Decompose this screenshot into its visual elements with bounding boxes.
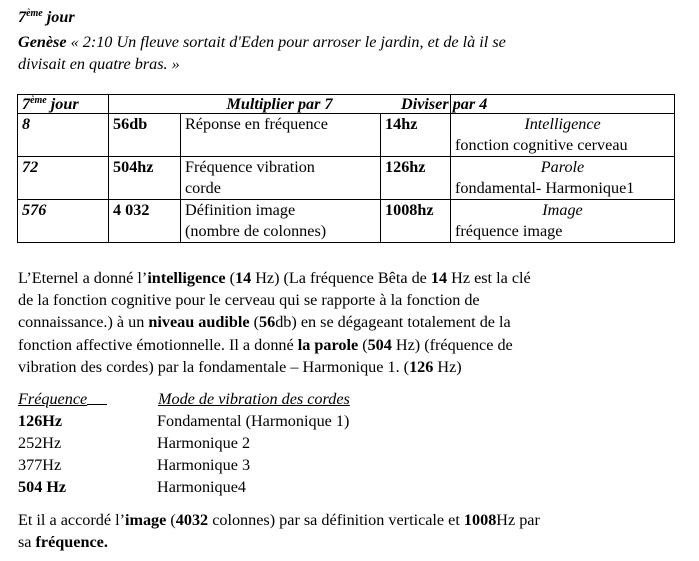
freq-col-header: Fréquence [18,390,88,408]
row-mult-value: 504hz [109,157,181,200]
row-day: 8 [18,114,109,157]
row-div-value: 126hz [381,157,451,200]
row-div-value: 1008hz [381,200,451,243]
row-div-desc: Intelligence fonction cognitive cerveau [451,114,675,157]
row-mult-label: Réponse en fréquence [181,114,381,157]
freq-value: 252Hz [18,434,62,452]
paragraph-line: Et il a accordé l’image (4032 colonnes) par sa définition verticale et 1008Hz par [18,511,540,529]
row-mult-label: Fréquence vibration corde [181,157,381,200]
paragraph-line: L’Eternel a donné l’intelligence (14 Hz) (La fréquence Bêta de 14 Hz est la clé [18,269,531,287]
header-multiply: Multiplier par 7 [109,95,451,114]
freq-value: 504 Hz [18,478,67,496]
mode-value: Harmonique 3 [157,456,251,474]
table-row [18,200,675,243]
day-word: jour [46,8,75,26]
row-day: 576 [18,200,109,243]
freq-value: 126Hz [18,412,63,430]
mode-value: Fondamental (Harmonique 1) [157,412,350,430]
row-mult-value: 4 032 [109,200,181,243]
quote-text: « 2:10 Un fleuve sortait d'Eden pour arroser le jardin, et de là il se [70,33,506,51]
header-day: 7ème jour [18,95,109,114]
day-superscript: ème [26,8,43,19]
paragraph-line: de la fonction cognitive pour le cerveau qui se rapporte à la fonction de [18,291,480,310]
paragraph-line: connaissance.) à un niveau audible (56db) en se dégageant totalement de la [18,313,511,332]
day-heading [18,6,75,28]
genesis-quote-line1 [18,31,506,53]
freq-col-header-pad [87,388,107,405]
mode-col-header: Mode de vibration des cordes [158,390,350,408]
row-div-desc: Parole fondamental- Harmonique1 [451,157,675,200]
row-day: 72 [18,157,109,200]
row-mult-label: Définition image (nombre de colonnes) [181,200,381,243]
mode-value: Harmonique4 [157,478,247,496]
paragraph-line: fonction affective émotionnelle. Il a donné la parole (504 Hz) (fréquence de [18,335,513,354]
paragraph-line: vibration des cordes) par la fondamentale – Harmonique 1. (126 Hz) [18,357,462,376]
genesis-quote-line2: divisait en quatre bras. » [18,55,180,73]
row-div-desc: Image fréquence image [451,200,675,243]
freq-value: 377Hz [18,456,62,474]
row-div-value: 14hz [381,114,451,157]
genesis-label: Genèse [18,33,67,51]
table-row [18,157,675,200]
table-row [18,114,675,157]
paragraph-1 [18,267,531,378]
paragraph-2 [18,509,540,553]
multiplication-table [17,94,675,243]
day-number: 7 [18,8,27,26]
paragraph-line: sa fréquence. [18,533,108,552]
mode-value: Harmonique 2 [157,434,251,452]
table-header-row [18,95,675,114]
row-mult-value: 56db [109,114,181,157]
header-divide: Diviser par 4 [451,95,675,114]
